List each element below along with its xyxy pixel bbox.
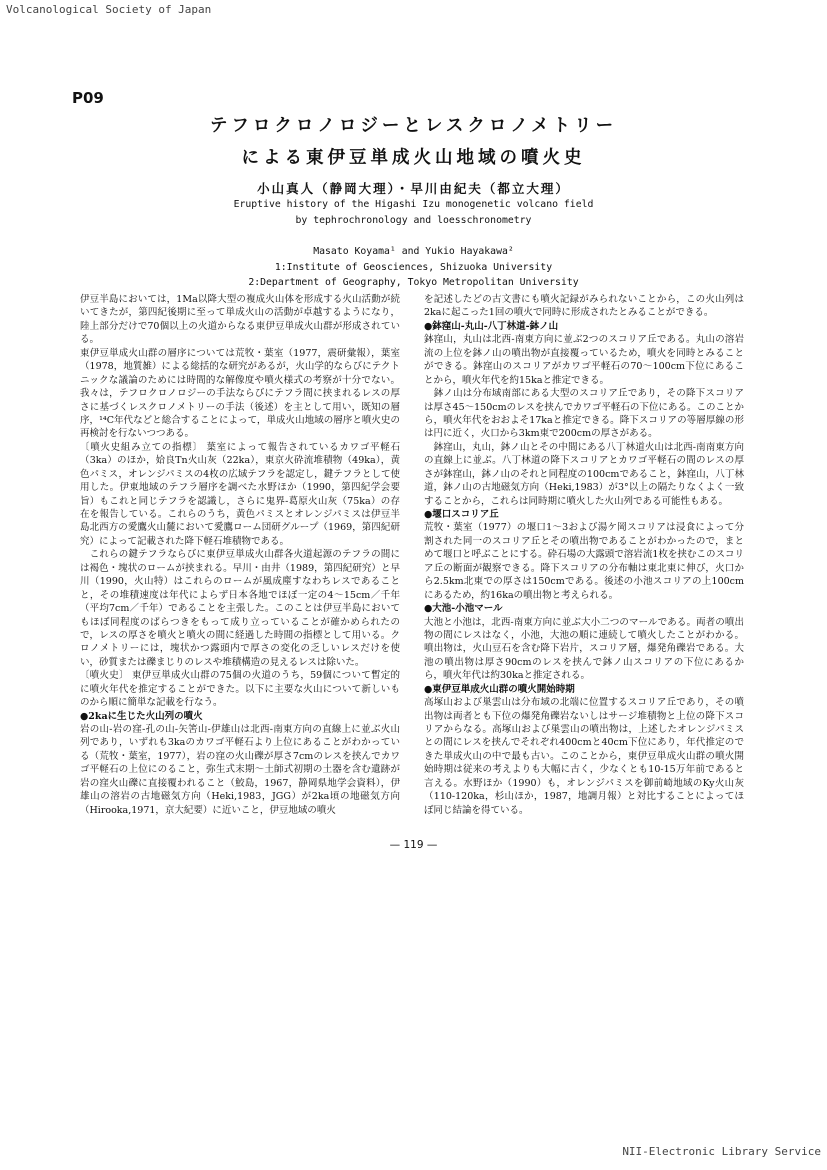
authors-english: Masato Koyama¹ and Yukio Hayakawa²	[313, 246, 514, 257]
page-number: — 119 —	[389, 839, 438, 851]
body-paragraph: 〔噴火史〕 東伊豆単成火山群の75個の火道のうち，59個について暫定的に噴火年代を推定することができた。以下に主要な火山について新しいものから順に簡単な記載を行なう。	[80, 670, 400, 709]
body-paragraph: 伊豆半島においては，1Ma以降大型の複成火山体を形成する火山活動が続いてきたが，第四紀後期に至って単成火山の活動が卓越するようになり，陸上部分だけで70個以上の火道からなる東伊豆単成火山群が形成されている。	[80, 294, 400, 346]
body-paragraph: 〔噴火史組み立ての指標〕 葉室によって報告されているカワゴ平軽石（3ka）のほか，姶良Tn火山灰（22ka），東京火砕流堆積物（49ka），黄色パミス，オレンジパミスの4枚の広域テフラを認定し，鍵テフラとして使用した。伊東地域のテフラ層序を調べた水野ほか（1990，第四紀学会要旨）もこれと同じテフラを認識し，さらに鬼界-葛原火山灰（75ka）の存在を報告している。これらのうち，黄色パミスとオレンジパミスは伊豆半島北西方の愛鷹火山麓において愛鷹ローム団研グループ（1969，第四紀研究）によって記載された降下軽石堆積物である。	[80, 441, 400, 547]
affiliation-2: 2:Department of Geography, Tokyo Metropolitan University	[248, 277, 579, 288]
right-text-column	[424, 293, 744, 817]
paper-title-line-1: テフロクロノロジーとレスクロノメトリー	[209, 116, 618, 136]
section-heading: ●鉢窪山-丸山-八丁林道-鉢ノ山	[424, 320, 559, 332]
paper-title-line-2: による東伊豆単成火山地域の噴火史	[241, 148, 586, 168]
section-heading: ●大池-小池マール	[424, 603, 503, 615]
section-heading: ●堰口スコリア丘	[424, 509, 499, 520]
body-paragraph: 東伊豆単成火山群の層序については荒牧・葉室（1977，震研彙報），葉室（1978，地質雑）による総括的な研究があるが，火山学的ならびにテクトニックな議論のためには時間的な解像度や噴火様式の考察が十分でない。我々は，テフロクロノロジーの手法ならびにテフラ間に挟まれるレスの厚さに基づくレスクロノメトリーの手法（後述）を主として用い，既知の層序，¹⁴C年代などと総合することによって，単成火山地域の層序と噴火史の再検討を行ないつつある。	[80, 347, 400, 440]
authors-japanese: 小山真人（静岡大理）・早川由紀夫（都立大理）	[257, 181, 570, 196]
society-header: Volcanological Society of Japan	[6, 3, 212, 16]
library-footer: NII-Electronic Library Service	[622, 1145, 821, 1158]
body-paragraph: 岩の山-岩の窪-孔の山-矢筈山-伊雄山は北西-南東方向の直線上に並ぶ火山列であり，いずれも3kaのカワゴ平軽石より上位にあることがわかっている（荒牧・葉室，1977），岩の窪の火山礫が厚さ7cmのレスを挟んでカワゴ平軽石の上位にのること，弥生式末期～土師式初期の土器を含む遺跡が岩の窪火山礫に直接覆われること（鮫島，1967，静岡県地学会資料），伊雄山の溶岩の古地磁気方向（Heki,1983，JGG）が2ka頃の地磁気方向（Hirooka,1971，京大紀要）に近いこと，伊豆地域の噴火	[80, 724, 400, 816]
left-text-column	[80, 293, 400, 817]
body-paragraph: これらの鍵テフラならびに東伊豆単成火山群各火道起源のテフラの間には褐色・塊状のロームが挟まれる。早川・由井（1989，第四紀研究）と早川（1990，火山特）はこれらのロームが風成塵すなわちレスであることと，その堆積速度は年代によらず日本各地でほぼ一定の4～15cm／千年（平均7cm／千年）であることを主張した。このことは伊豆半島においてもほぼ同程度のばらつきをもって成り立っていることが確かめられたので，レスの厚さを噴火と噴火の間に経過した時間の指標として用いる。クロノメトリーには，塊状かつ露頭内で厚さの変化の乏しいレスだけを使い，砂質または礫まじりのレスや堆積構造の見えるレスは除いた。	[80, 549, 400, 668]
body-paragraph: を記述したどの古文書にも噴火記録がみられないことから，この火山列は2kaに起こった1回の噴火で同時に形成されたとみることができる。	[424, 294, 744, 319]
body-paragraph: 鉢ノ山は分布域南部にある大型のスコリア丘であり，その降下スコリアは厚さ45～150cmのレスを挟んでカワゴ平軽石の下位にある。このことから，噴火年代をおおよそ17kaと推定できる。降下スコリアの等層厚線の形は円に近く，火口から3km東で200cmの厚さがある。	[424, 388, 744, 440]
body-paragraph: 鉢窪山，丸山，鉢ノ山とその中間にある八丁林道火山は北西-南南東方向の直線上に並ぶ。八丁林道の降下スコリアとカワゴ平軽石の間のレスの厚さが鉢窪山，鉢ノ山のそれと同程度の100cmであること，鉢窪山，八丁林道，鉢ノ山の古地磁気方向（Heki,1983）が3°以上の隔たりなくよく一致することから，これらは同時期に噴火した火山列である可能性もある。	[424, 441, 744, 507]
body-paragraph: 高塚山および巣雲山は分布域の北端に位置するスコリア丘であり，その噴出物は両者とも下位の爆発角礫岩ないしはサージ堆積物と上位の降下スコリアからなる。高塚山および巣雲山の噴出物は，上述したオレンジパミスとの間にレスを挟んでそれぞれ400cmと40cm下位にあり，年代推定のできた単成火山の中で最も古い。このことから，東伊豆単成火山群の噴火開始時期は従来の考えよりも大幅に古く，少なくとも10-15万年前であると言える。水野ほか（1990）も，オレンジパミスを御前崎地域のKy火山灰（110-120ka，杉山ほか，1987，地調月報）と対比することによってほぼ同じ結論を得ている。	[424, 697, 744, 816]
body-paragraph: 鉢窪山，丸山は北西-南東方向に並ぶ2つのスコリア丘である。丸山の溶岩流の上位を鉢ノ山の噴出物が直接覆っているため，噴火を同時とみることができる。鉢窪山のスコリアがカワゴ平軽石の70～100cm下位にあることから，噴火年代を約15kaと推定できる。	[424, 334, 744, 386]
section-heading: ●東伊豆単成火山群の噴火開始時期	[424, 683, 575, 695]
section-heading: ●2kaに生じた火山列の噴火	[80, 710, 203, 722]
session-code: P09	[72, 89, 104, 107]
body-paragraph: 荒牧・葉室（1977）の堰口1～3および湯ケ岡スコリアは浸食によって分割された同一のスコリア丘とその噴出物であることがわかったので，まとめて堰口と呼ぶことにする。砕石場の大露頭で溶岩流1枚を挟むこのスコリア丘の断面が観察できる。降下スコリアの分布軸は東北東に伸び，火口から2.5km北東での厚さは150cmである。後述の小池スコリアの上100cmにあるため，約16kaの噴出物と考えられる。	[424, 522, 744, 601]
english-title-line-1: Eruptive history of the Higashi Izu monogenetic volcano field	[233, 199, 594, 210]
body-paragraph: 大池と小池は，北西-南東方向に並ぶ大小二つのマールである。両者の噴出物の間にレスはなく，小池，大池の順に連続して噴火したことがわかる。噴出物は，火山豆石を含む降下岩片，スコリア層，爆発角礫岩である。大池の噴出物は厚さ90cmのレスを挟んで鉢ノ山スコリアの下位にあるから，噴火年代は約30kaと推定される。	[424, 616, 744, 682]
affiliation-1: 1:Institute of Geosciences, Shizuoka University	[274, 262, 553, 273]
english-title-line-2: by tephrochronology and loesschronometry	[295, 215, 532, 226]
